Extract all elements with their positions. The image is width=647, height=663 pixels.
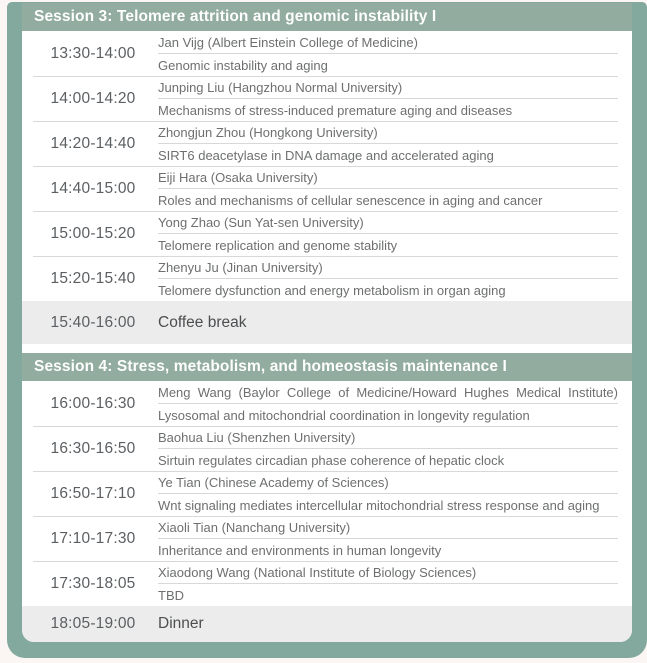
time-slot: 16:30-16:50 xyxy=(50,440,136,457)
speaker-name: Baohua Liu (Shenzhen University) xyxy=(158,427,618,449)
schedule-row xyxy=(33,256,618,301)
speaker-name: Yong Zhao (Sun Yat-sen University) xyxy=(158,212,618,234)
speaker-name: Xiaoli Tian (Nanchang University) xyxy=(158,517,618,539)
schedule-row xyxy=(33,381,618,426)
schedule-row xyxy=(33,121,618,166)
talk-title: Roles and mechanisms of cellular senescence in aging and cancer xyxy=(158,193,543,208)
schedule-row xyxy=(33,561,618,606)
schedule-row xyxy=(33,76,618,121)
talk-cell xyxy=(153,517,618,561)
talk-title: Lysosomal and mitochondrial coordination in longevity regulation xyxy=(158,407,530,423)
coffee-break-row xyxy=(22,301,632,344)
speaker-name: Zhenyu Ju (Jinan University) xyxy=(158,257,618,279)
schedule-row xyxy=(33,471,618,516)
time-slot: 16:50-17:10 xyxy=(50,485,136,502)
speaker-name: Zhongjun Zhou (Hongkong University) xyxy=(158,122,618,144)
time-slot: 13:30-14:00 xyxy=(50,44,136,62)
time-slot: 18:05-19:00 xyxy=(50,615,136,632)
section-gap xyxy=(22,344,632,353)
talk-cell xyxy=(153,77,618,121)
time-slot: 15:20-15:40 xyxy=(50,270,136,287)
speaker-name: Meng Wang (Baylor College of Medicine/Howard Hughes Medical Institute) xyxy=(158,382,618,404)
talk-title: TBD xyxy=(158,588,184,603)
talk-title: Wnt signaling mediates intercellular mitochondrial stress response and aging xyxy=(158,498,600,513)
time-slot: 17:30-18:05 xyxy=(50,575,136,592)
talk-cell xyxy=(153,381,618,426)
talk-cell xyxy=(153,472,618,516)
talk-title: Genomic instability and aging xyxy=(158,57,328,73)
session-3-title: Session 3: Telomere attrition and genomic instability I xyxy=(22,3,632,31)
schedule-row xyxy=(33,516,618,561)
talk-cell xyxy=(153,257,618,301)
time-slot: 15:40-16:00 xyxy=(50,313,136,331)
talk-title: Mechanisms of stress-induced premature aging and diseases xyxy=(158,103,513,118)
schedule-row xyxy=(33,426,618,471)
time-slot: 17:10-17:30 xyxy=(50,530,136,547)
talk-cell xyxy=(153,31,618,76)
talk-title: Telomere replication and genome stability xyxy=(158,238,398,253)
session-4-block xyxy=(22,353,632,642)
time-slot: 16:00-16:30 xyxy=(50,394,136,412)
speaker-name: Ye Tian (Chinese Academy of Sciences) xyxy=(158,472,618,494)
break-label: Coffee break xyxy=(158,313,247,331)
talk-title: Sirtuin regulates circadian phase coherence of hepatic clock xyxy=(158,453,505,468)
time-slot: 14:00-14:20 xyxy=(50,90,136,107)
dinner-row xyxy=(22,606,632,642)
talk-cell xyxy=(153,212,618,256)
time-slot: 15:00-15:20 xyxy=(50,225,136,242)
talk-cell xyxy=(153,562,618,606)
speaker-name: Jan Vijg (Albert Einstein College of Medicine) xyxy=(158,32,618,54)
speaker-name: Eiji Hara (Osaka University) xyxy=(158,167,618,189)
talk-title: Inheritance and environments in human longevity xyxy=(158,543,442,558)
talk-cell xyxy=(153,167,618,211)
time-slot: 14:20-14:40 xyxy=(50,135,136,152)
schedule-row xyxy=(33,31,618,76)
break-label: Dinner xyxy=(158,615,204,632)
schedule-content xyxy=(22,3,632,642)
talk-title: SIRT6 deacetylase in DNA damage and accelerated aging xyxy=(158,148,494,163)
talk-cell xyxy=(153,427,618,471)
schedule-row xyxy=(33,166,618,211)
speaker-name: Junping Liu (Hangzhou Normal University) xyxy=(158,77,618,99)
talk-cell xyxy=(153,122,618,166)
talk-title: Telomere dysfunction and energy metabolism in organ aging xyxy=(158,283,506,298)
speaker-name: Xiaodong Wang (National Institute of Biology Sciences) xyxy=(158,562,618,584)
session-3-block xyxy=(22,3,632,344)
time-slot: 14:40-15:00 xyxy=(50,180,136,197)
schedule-row xyxy=(33,211,618,256)
session-4-title: Session 4: Stress, metabolism, and homeostasis maintenance I xyxy=(22,353,632,381)
